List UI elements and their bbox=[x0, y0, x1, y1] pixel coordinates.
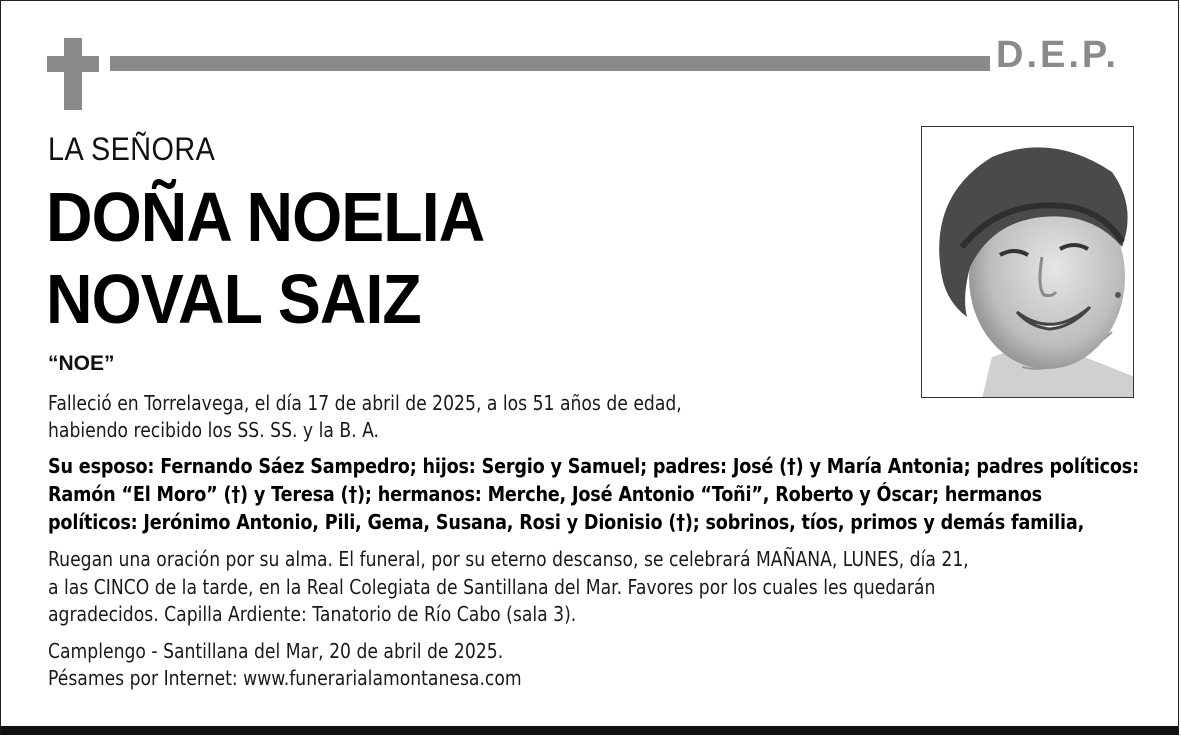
funeral-line1: Ruegan una oración por su alma. El funeral, por su eterno descanso, se celebrará MAÑANA, LUNES, día 21, bbox=[48, 547, 969, 571]
nickname: “NOE” bbox=[48, 352, 115, 375]
condolences-line: Pésames por Internet: www.funerarialamontanesa.com bbox=[48, 666, 522, 690]
deceased-name-line1: DOÑA NOELIA bbox=[46, 178, 485, 256]
portrait-photo bbox=[921, 126, 1134, 398]
header-rule bbox=[110, 56, 990, 71]
death-notice-line2: habiendo recibido los SS. SS. y la B. A. bbox=[48, 418, 380, 442]
portrait-image bbox=[922, 127, 1134, 398]
family-line3: políticos: Jerónimo Antonio, Pili, Gema, Susana, Rosi y Dionisio (†); sobrinos, tíos, primos y demás familia, bbox=[48, 510, 1085, 534]
honorific-title: LA SEÑORA bbox=[48, 131, 216, 167]
cross-icon-bar bbox=[47, 56, 99, 72]
death-notice-line1: Falleció en Torrelavega, el día 17 de abril de 2025, a los 51 años de edad, bbox=[48, 391, 682, 415]
place-date: Camplengo - Santillana del Mar, 20 de abril de 2025. bbox=[48, 639, 504, 663]
family-line2: Ramón “El Moro” (†) y Teresa (†); hermanos: Merche, José Antonio “Toñi”, Roberto y Óscar; hermanos bbox=[48, 482, 1042, 506]
cross-icon bbox=[64, 38, 82, 110]
deceased-name-line2: NOVAL SAIZ bbox=[46, 260, 421, 338]
funeral-line3: agradecidos. Capilla Ardiente: Tanatorio de Río Cabo (sala 3). bbox=[48, 602, 577, 626]
funeral-line2: a las CINCO de la tarde, en la Real Colegiata de Santillana del Mar. Favores por los cuales les quedarán bbox=[48, 575, 936, 599]
dep-label: D.E.P. bbox=[996, 34, 1119, 76]
family-line1: Su esposo: Fernando Sáez Sampedro; hijos: Sergio y Samuel; padres: José (†) y María Antonia; padres políticos: bbox=[48, 454, 1139, 478]
